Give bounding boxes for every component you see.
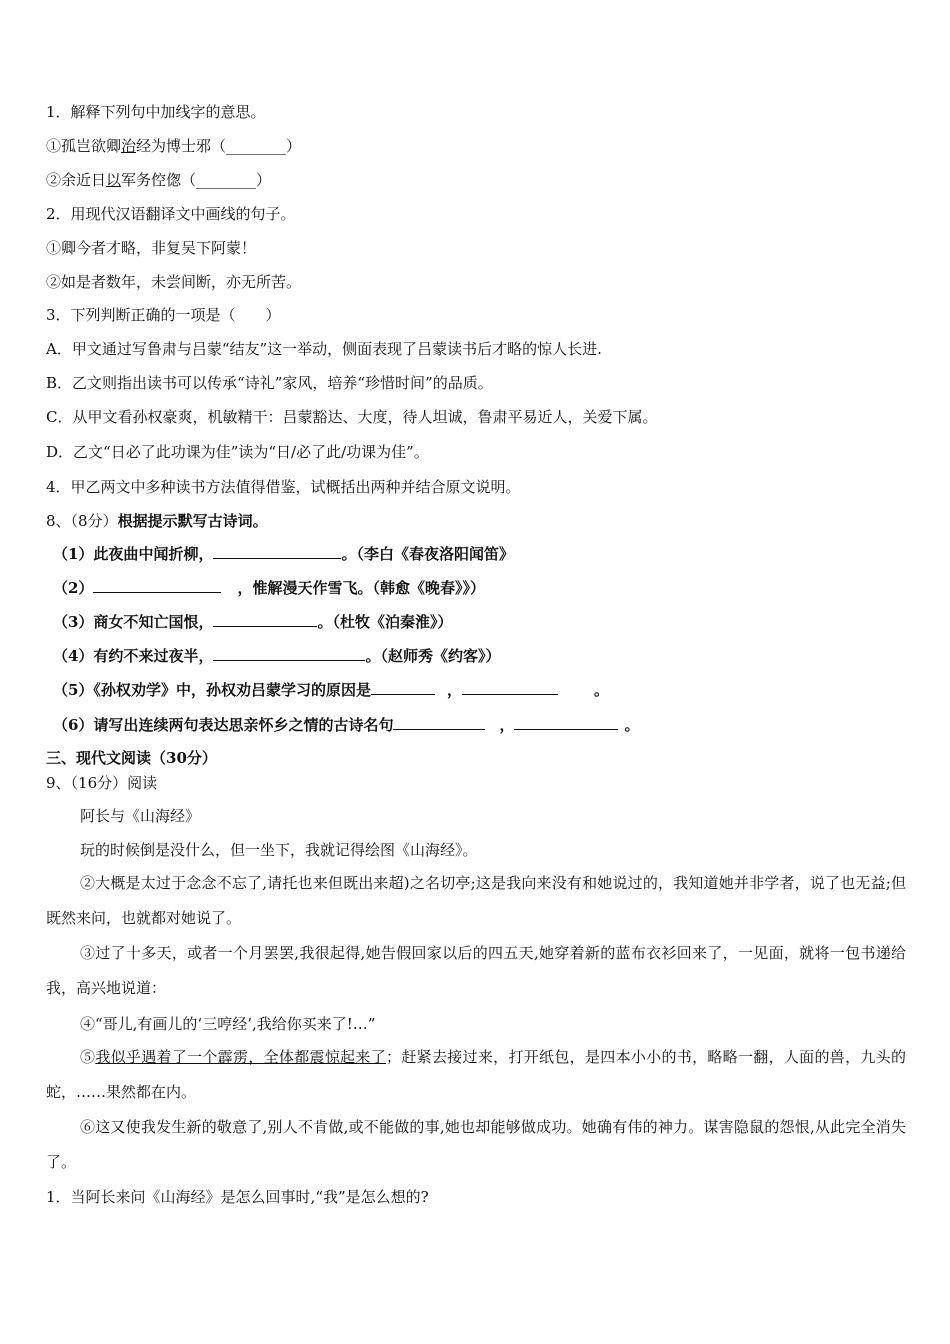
q2-item-2: ②如是者数年，未尝间断，亦无所苦。 bbox=[46, 273, 302, 291]
q8-line-5 bbox=[53, 680, 609, 700]
answer-blank[interactable] bbox=[393, 715, 485, 730]
q8-line-3-pre: （3）商女不知亡国恨， bbox=[53, 613, 214, 631]
q8-heading bbox=[46, 511, 268, 531]
q1-item-1 bbox=[46, 136, 301, 156]
q8-line-5-post: 。 bbox=[593, 681, 609, 699]
q9-paragraph-1: 玩的时候倒是没什么，但一坐下，我就记得绘图《山海经》。 bbox=[80, 841, 478, 859]
q8-line-1-pre: （1）此夜曲中闻折柳， bbox=[53, 545, 214, 563]
q8-line-1 bbox=[53, 544, 514, 564]
q4-stem: 4．甲乙两文中多种读书方法值得借鉴，试概括出两种并结合原文说明。 bbox=[46, 478, 521, 496]
q1-item-1-pre: ①孤岂欲卿 bbox=[46, 137, 122, 155]
q1-item-2-underlined: 以 bbox=[106, 171, 122, 189]
q8-line-4-pre: （4）有约不来过夜半， bbox=[53, 647, 214, 665]
section-3-heading: 三、现代文阅读（30分） bbox=[46, 749, 217, 767]
answer-blank[interactable] bbox=[371, 680, 435, 695]
answer-blank[interactable] bbox=[93, 578, 221, 593]
q8-line-4 bbox=[53, 646, 500, 666]
q8-line-6 bbox=[53, 715, 639, 735]
q8-line-3-post: 。（杜牧《泊秦淮》） bbox=[317, 613, 453, 631]
q9-paragraph-3: ③过了十多天，或者一个月罢罢,我很起得,她告假回家以后的四五天,她穿着新的蓝布衣衫回来了，一见面，就将一包书递给我，高兴地说道： bbox=[46, 944, 906, 997]
q9-question-1: 1．当阿长来问《山海经》是怎么回事时,“我”是怎么想的? bbox=[46, 1188, 429, 1206]
q9-heading: 9、（16分）阅读 bbox=[46, 774, 158, 792]
q9-paragraph-5 bbox=[46, 1040, 906, 1110]
q2-stem: 2．用现代汉语翻译文中画线的句子。 bbox=[46, 205, 296, 223]
q8-line-6-pre: （6）请写出连续两句表达思亲怀乡之情的古诗名句 bbox=[53, 716, 394, 734]
q1-item-2-post: 军务倥偬（________） bbox=[121, 171, 272, 189]
q8-line-2-pre: （2） bbox=[53, 579, 94, 597]
q3-option-d: D．乙文“日必了此功课为佳”读为“日/必了此/功课为佳”。 bbox=[46, 443, 429, 461]
q1-item-2 bbox=[46, 170, 271, 190]
q9-paragraph-5-rest: ；赶紧去接过来，打开纸包，是四本小小的书，略略一翻，人面的兽，九头的蛇，……果然都在内。 bbox=[46, 1048, 906, 1101]
q9-paragraph-5-underlined: 我似乎遇着了一个霹雳，全体都震惊起来了 bbox=[95, 1048, 387, 1066]
q3-stem: 3．下列判断正确的一项是（ ） bbox=[46, 306, 281, 324]
q9-passage-title: 阿长与《山海经》 bbox=[80, 807, 201, 825]
q8-line-2 bbox=[53, 578, 485, 598]
q1-item-1-underlined: 治 bbox=[121, 137, 137, 155]
answer-blank[interactable] bbox=[213, 544, 341, 559]
q3-option-c: C．从甲文看孙权豪爽，机敏精干：吕蒙豁达、大度，待人坦诚，鲁肃平易近人，关爱下属。 bbox=[46, 408, 658, 426]
q8-line-6-post: 。 bbox=[624, 716, 640, 734]
answer-blank[interactable] bbox=[213, 612, 317, 627]
q2-item-1: ①卿今者才略，非复吴下阿蒙！ bbox=[46, 239, 257, 257]
q8-score: 8、（8分） bbox=[46, 512, 118, 530]
q8-line-2-post: ，惟解漫天作雪飞。（韩愈《晚春》》） bbox=[237, 579, 485, 597]
answer-blank[interactable] bbox=[514, 715, 618, 730]
q8-line-1-post: 。（李白《春夜洛阳闻笛》 bbox=[341, 545, 514, 563]
q8-line-3 bbox=[53, 612, 452, 632]
q1-item-2-pre: ②余近日 bbox=[46, 171, 107, 189]
q9-paragraph-4: ④“哥儿,有画儿的‘三哼经’,我给你买来了!…” bbox=[80, 1015, 376, 1033]
q1-item-1-post: 经为博士邪（________） bbox=[136, 137, 302, 155]
q8-line-5-comma: ， bbox=[446, 681, 462, 699]
q1-stem: 1．解释下列句中加线字的意思。 bbox=[46, 103, 266, 121]
answer-blank[interactable] bbox=[462, 680, 558, 695]
q9-paragraph-2: ②大概是太过于念念不忘了,请托也来但既出来超)之名切亭;这是我向来没有和她说过的，我知道她并非学者，说了也无益;但既然来问，也就都对她说了。 bbox=[46, 874, 906, 927]
q8-line-6-comma: ， bbox=[499, 716, 515, 734]
q3-option-b: B．乙文则指出读书可以传承“诗礼”家风，培养“珍惜时间”的品质。 bbox=[46, 374, 493, 392]
q8-title: 根据提示默写古诗词。 bbox=[117, 512, 268, 530]
q8-line-4-post: 。（赵师秀《约客》） bbox=[365, 647, 501, 665]
q3-option-a: A．甲文通过写鲁肃与吕蒙“结友”这一举动，侧面表现了吕蒙读书后才略的惊人长进. bbox=[46, 340, 602, 358]
q9-paragraph-6: ⑥这又使我发生新的敬意了,别人不肯做,或不能做的事,她也却能够做成功。她确有伟的神力。谋害隐鼠的怨恨,从此完全消失了。 bbox=[46, 1118, 906, 1171]
q9-paragraph-5-num: ⑤ bbox=[80, 1048, 96, 1066]
q8-line-5-pre: （5）《孙权劝学》中，孙权劝吕蒙学习的原因是 bbox=[53, 681, 371, 699]
answer-blank[interactable] bbox=[213, 646, 365, 661]
